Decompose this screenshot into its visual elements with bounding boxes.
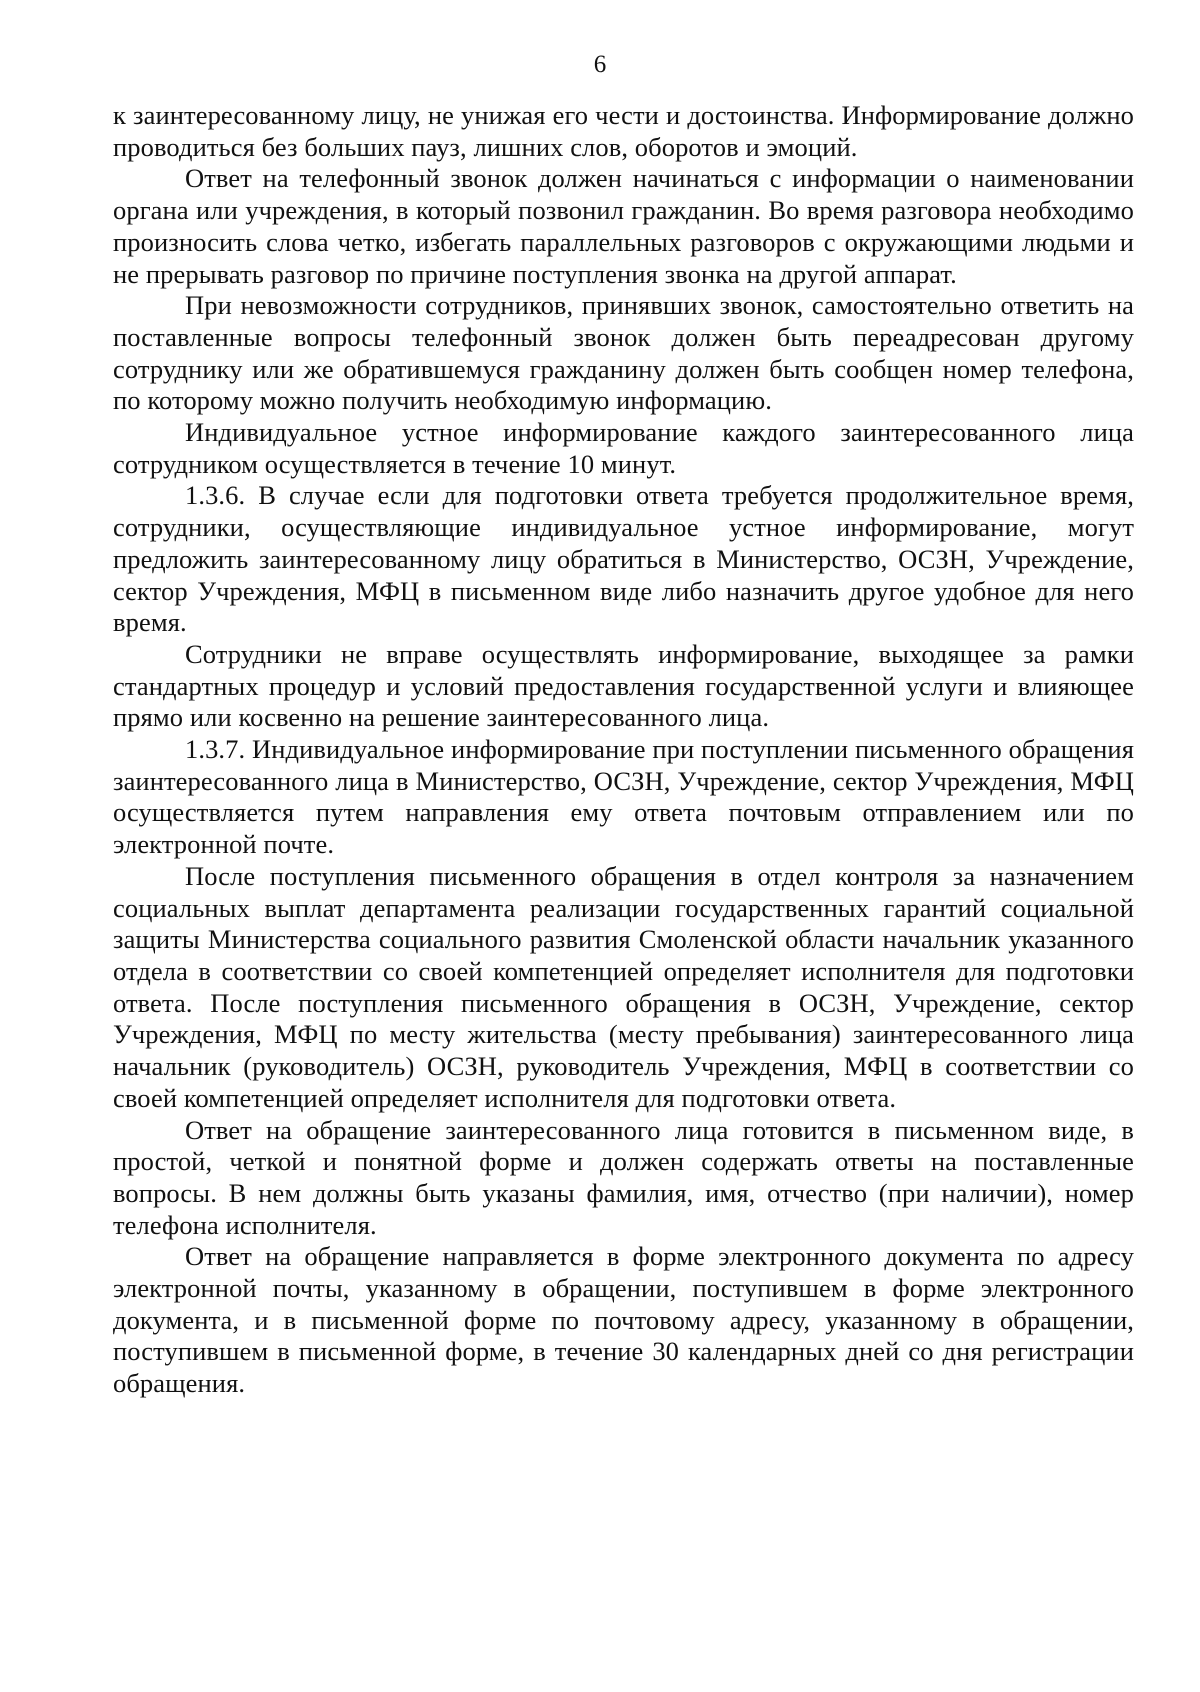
paragraph-oral-duration: Индивидуальное устное информирование каждого заинтересованного лица сотрудником осуществляется в течение 10 минут. <box>113 417 1134 479</box>
paragraph-clause-1-3-7: 1.3.7. Индивидуальное информирование при поступлении письменного обращения заинтересованного лица в Министерство, ОСЗН, Учреждение, сектор Учреждения, МФЦ осуществляется путем направления ему ответа почтовым отправлением или по электронной почте. <box>113 734 1134 860</box>
paragraph-written-processing: После поступления письменного обращения в отдел контроля за назначением социальных выплат департамента реализации государственных гарантий социальной защиты Министерства социального развития Смоленской области начальник указанного отдела в соответствии со своей компетенцией определяет исполнителя для подготовки ответа. После поступления письменного обращения в ОСЗН, Учреждение, сектор Учреждения, МФЦ по месту жительства (месту пребывания) заинтересованного лица начальник (руководитель) ОСЗН, руководитель Учреждения, МФЦ в соответствии со своей компетенцией определяет исполнителя для подготовки ответа. <box>113 860 1134 1113</box>
page-number: 6 <box>593 51 607 78</box>
paragraph-clause-1-3-6: 1.3.6. В случае если для подготовки ответа требуется продолжительное время, сотрудники, осуществляющие индивидуальное устное информирование, могут предложить заинтересованному лицу обратиться в Министерство, ОСЗН, Учреждение, сектор Учреждения, МФЦ в письменном виде либо назначить другое удобное для него время. <box>113 480 1134 638</box>
paragraph-informing-limits: Сотрудники не вправе осуществлять информирование, выходящее за рамки стандартных процедур и условий предоставления государственной услуги и влияющее прямо или косвенно на решение заинтересованного лица. <box>113 638 1134 733</box>
paragraph-answer-delivery: Ответ на обращение направляется в форме электронного документа по адресу электронной почты, указанному в обращении, поступившем в форме электронного документа, и в письменной форме по почтовому адресу, указанному в обращении, поступившем в письменной форме, в течение 30 календарных дней со дня регистрации обращения. <box>113 1241 1134 1399</box>
paragraph-call-redirect: При невозможности сотрудников, принявших звонок, самостоятельно ответить на поставленные вопросы телефонный звонок должен быть переадресован другому сотруднику или же обратившемуся гражданину должен быть сообщен номер телефона, по которому можно получить необходимую информацию. <box>113 290 1134 416</box>
paragraph-phone-answer: Ответ на телефонный звонок должен начинаться с информации о наименовании органа или учреждения, в который позвонил гражданин. Во время разговора необходимо произносить слова четко, избегать параллельных разговоров с окружающими людьми и не прерывать разговор по причине поступления звонка на другой аппарат. <box>113 163 1134 289</box>
document-body <box>113 100 1134 1400</box>
paragraph-continuation: к заинтересованному лицу, не унижая его чести и достоинства. Информирование должно проводиться без больших пауз, лишних слов, оборотов и эмоций. <box>113 100 1134 162</box>
paragraph-answer-content: Ответ на обращение заинтересованного лица готовится в письменном виде, в простой, четкой и понятной форме и должен содержать ответы на поставленные вопросы. В нем должны быть указаны фамилия, имя, отчество (при наличии), номер телефона исполнителя. <box>113 1114 1134 1240</box>
